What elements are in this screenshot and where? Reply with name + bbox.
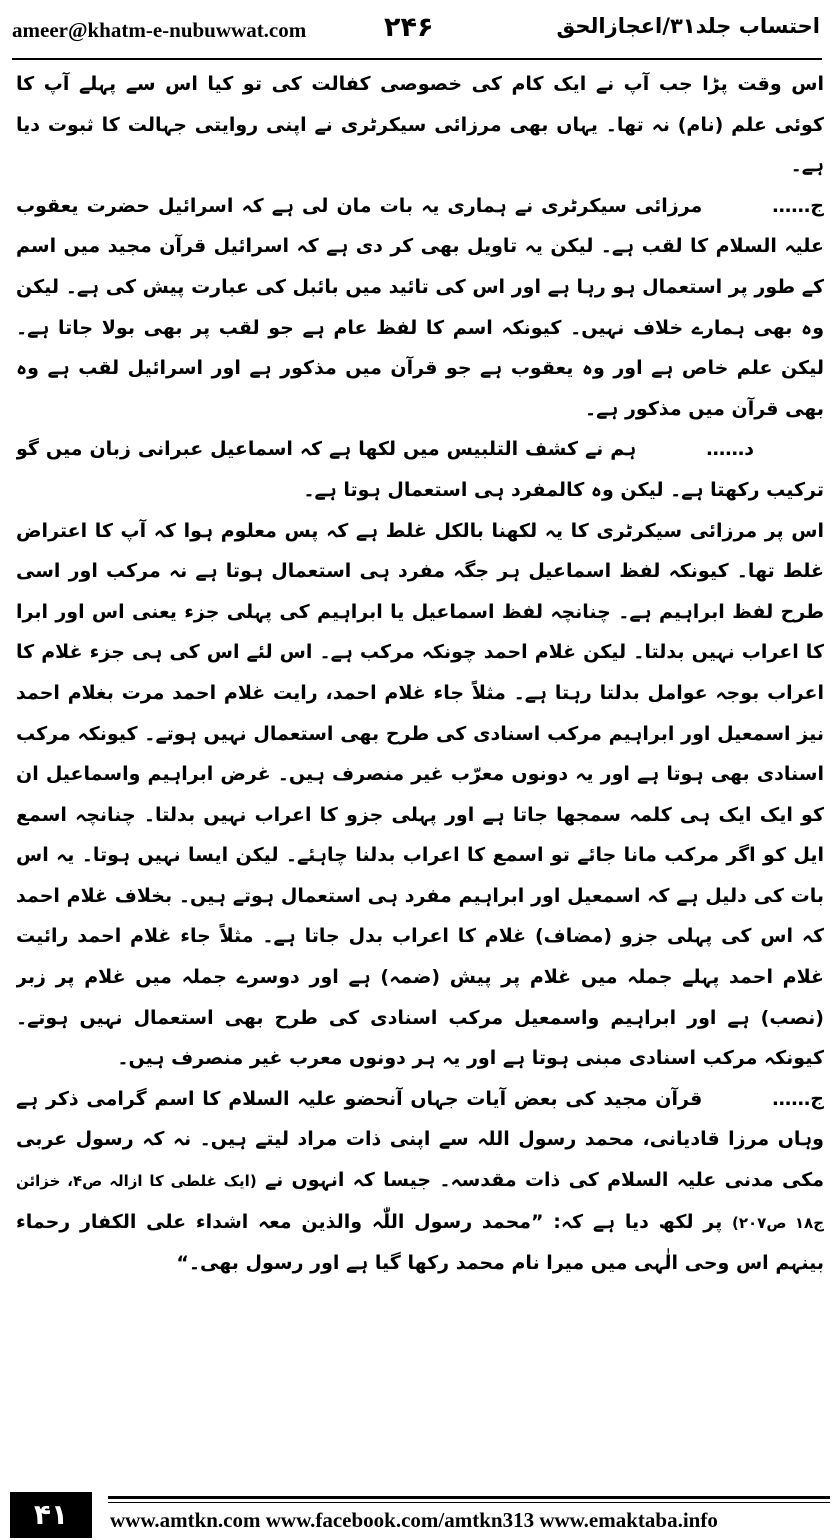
citation-reference: (ایک غلطی کا ازالہ ص۴، خزائن ج۱۸ ص۲۰۷) [16, 1172, 824, 1232]
paragraph-2-marker: ج…… [772, 194, 824, 217]
paragraph-5 [16, 1079, 824, 1284]
header-book-title: احتساب جلد۳۱/اعجازالحق [556, 14, 820, 38]
page-footer [10, 1488, 830, 1538]
footer-rule-thin [108, 1502, 830, 1503]
paragraph-5-text-a: قرآن مجید کی بعض آیات جہاں آنحضو علیہ السلام کا اسم گرامی ذکر ہے وہاں مرزا قادیانی، محمد رسول اللہ سے اپنی ذات مراد لیتے ہیں۔ نہ کہ رسول عربی مکی مدنی علیہ السلام کی ذات مقدسہ۔ جیسا کہ انہوں نے [16, 1087, 824, 1192]
paragraph-4: اس پر مرزائی سیکرٹری کا یہ لکھنا بالکل غلط ہے کہ پس معلوم ہوا کہ آپ کا اعتراض غلط تھا۔ کیونکہ لفظ اسماعیل ہر جگہ مفرد ہی استعمال ہوتا ہے نہ مرکب اور اسی طرح لفظ ابراہیم ہے۔ چنانچہ لفظ اسماعیل یا ابراہیم کی پہلی جزء یعنی اس اور ابرا کا اعراب نہیں بدلتا۔ لیکن غلام احمد چونکہ مرکب ہے۔ اس لئے اس کی ہی جزء غلام کا اعراب بوجہ عوامل بدلتا رہتا ہے۔ مثلاً جاء غلام احمد، رایت غلام احمد مرت بغلام احمد نیز اسمعیل اور ابراہیم مرکب اسنادی کی طرح بھی استعمال نہیں ہوتے۔ کیونکہ مرکب اسنادی بھی ہوتا ہے اور یہ دونوں معرّب غیر منصرف ہیں۔ غرض ابراہیم واسماعیل ان کو ایک ایک ہی کلمہ سمجھا جاتا ہے اور پہلی جزو کا اعراب نہیں بدلتا۔ چنانچہ اسمع ایل کو اگر مرکب مانا جائے تو اسمع کا اعراب بدلنا چاہئے۔ لیکن ایسا نہیں ہوتا۔ یہ اس بات کی دلیل ہے کہ اسمعیل اور ابراہیم مفرد ہی استعمال ہوتے ہیں۔ بخلاف غلام احمد کہ اس کی پہلی جزو (مضاف) غلام کا اعراب بدل جاتا ہے۔ مثلاً جاء غلام احمد رائیت غلام احمد پہلے جملہ میں غلام پر پیش (ضمہ) ہے اور دوسرے جملہ میں غلام پر زبر (نصب) ہے اور ابراہیم واسمعیل مرکب اسنادی کی طرح بھی استعمال نہیں ہوتے۔ کیونکہ مرکب اسنادی مبنی ہوتا ہے اور یہ ہر دونوں معرب غیر منصرف ہیں۔ [16, 519, 824, 1070]
paragraph-2-text: مرزائی سیکرٹری نے ہماری یہ بات مان لی ہے کہ اسرائیل حضرت یعقوب علیہ السلام کا لقب ہے۔ لیکن یہ تاویل بھی کر دی ہے کہ اسرائیل قرآن مجید میں اسم کے طور پر استعمال ہو رہا ہے اور اس کی تائید میں بائبل کی عبارت پیش کی ہے۔ لیکن وہ بھی ہمارے خلاف نہیں۔ کیونکہ اسم کا لفظ عام ہے جو لقب پر بھی بولا جاتا ہے۔ لیکن علم خاص ہے اور وہ یعقوب ہے جو قرآن میں مذکور ہے اور اسرائیل لقب ہے وہ بھی قرآن میں مذکور ہے۔ [16, 194, 824, 420]
paragraph-5-marker: ج…… [772, 1087, 824, 1110]
footer-rule-thick [108, 1496, 830, 1499]
paragraph-1: اس وقت پڑا جب آپ نے ایک کام کی خصوصی کفالت کی تو کیا اس سے پہلے آپ کا کوئی علم (نام) نہ تھا۔ یہاں بھی مرزائی سیکرٹری نے اپنی روایتی جہالت کا ثبوت دیا ہے۔ [16, 73, 824, 177]
page-body [16, 64, 824, 1484]
header-email: ameer@khatm-e-nubuwwat.com [12, 18, 307, 42]
footer-page-label: ۴۱ [10, 1492, 92, 1538]
page-header [12, 14, 820, 48]
header-rule [12, 58, 822, 60]
header-page-number: ۲۴۶ [384, 12, 434, 43]
footer-links: www.amtkn.com www.facebook.com/amtkn313 www.emaktaba.info [110, 1508, 718, 1532]
paragraph-5-text-b: پر لکھ دیا ہے کہ: ”محمد رسول اللّٰہ والذین معہ اشداء علی الکفار رحماء بینہم اس وحی الٰہی میں میرا نام محمد رکھا گیا ہے اور رسول بھی۔“ [16, 1210, 824, 1275]
paragraph-3-marker: د…… [706, 438, 754, 461]
paragraph-3 [16, 429, 824, 510]
paragraph-3-text: ہم نے کشف التلبیس میں لکھا ہے کہ اسماعیل عبرانی زبان میں گو ترکیب رکھتا ہے۔ لیکن وہ کالمفرد ہی استعمال ہوتا ہے۔ [16, 438, 824, 501]
paragraph-2 [16, 186, 824, 430]
